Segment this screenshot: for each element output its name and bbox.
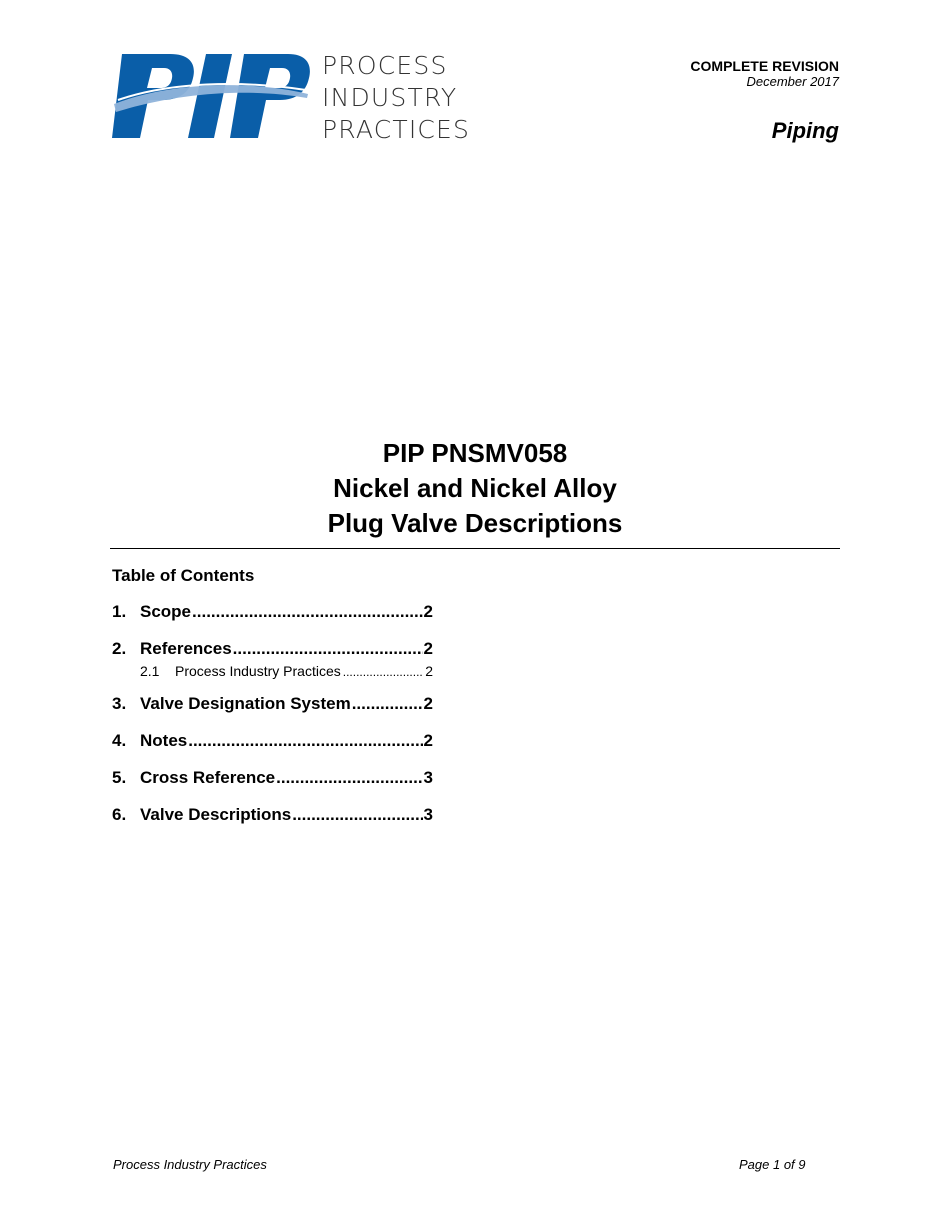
pip-logo-mark (110, 52, 310, 140)
toc-leader (276, 768, 422, 788)
footer-page-number: Page 1 of 9 (739, 1157, 806, 1172)
title-divider (110, 548, 840, 549)
toc-leader (192, 602, 423, 622)
toc-subitem-number: 2.1 (140, 663, 160, 679)
toc-item-scope[interactable] (112, 602, 433, 626)
table-of-contents (112, 602, 433, 829)
toc-item-label: References (140, 639, 232, 658)
toc-item-number: 1. (112, 602, 127, 621)
toc-item-page: 3 (423, 805, 433, 824)
document-title (110, 436, 840, 541)
logo-line-2: INDUSTRY (322, 83, 458, 112)
logo-wordmark (322, 50, 470, 146)
toc-item-notes[interactable] (112, 731, 433, 755)
toc-leader (233, 639, 423, 659)
toc-item-label: Cross Reference (140, 768, 276, 787)
logo-line-1: PROCESS (322, 51, 448, 80)
toc-item-number: 5. (112, 768, 127, 787)
toc-item-page: 2 (423, 731, 433, 750)
toc-item-label: Valve Descriptions (140, 805, 292, 824)
title-line-2: Nickel and Nickel Alloy (333, 473, 617, 503)
toc-leader (292, 805, 422, 825)
toc-item-valve-descriptions[interactable] (112, 805, 433, 829)
toc-item-valve-designation-system[interactable] (112, 694, 433, 718)
toc-item-page: 3 (423, 768, 433, 787)
revision-label: COMPLETE REVISION (690, 58, 839, 74)
toc-item-number: 4. (112, 731, 127, 750)
toc-leader (352, 694, 423, 714)
logo-line-3: PRACTICES (322, 115, 471, 144)
toc-item-page: 2 (423, 694, 433, 713)
toc-item-label: Scope (140, 602, 192, 621)
toc-item-references[interactable] (112, 639, 433, 663)
toc-item-number: 2. (112, 639, 127, 658)
toc-subitem-label: Process Industry Practices (175, 663, 341, 679)
footer-org: Process Industry Practices (113, 1157, 267, 1172)
toc-item-cross-reference[interactable] (112, 768, 433, 792)
toc-item-page: 2 (423, 602, 433, 621)
toc-item-label: Notes (140, 731, 188, 750)
section-name: Piping (771, 118, 839, 143)
toc-subitem-process-industry-practices[interactable] (112, 663, 433, 681)
revision-block (690, 58, 839, 90)
title-line-3: Plug Valve Descriptions (327, 508, 623, 538)
toc-item-number: 3. (112, 694, 127, 713)
revision-date: December 2017 (746, 74, 839, 89)
toc-item-page: 2 (423, 639, 433, 658)
toc-heading: Table of Contents (112, 566, 255, 585)
title-line-1: PIP PNSMV058 (382, 438, 568, 468)
toc-item-label: Valve Designation System (140, 694, 351, 713)
toc-leader (343, 665, 423, 679)
toc-subitem-page: 2 (425, 663, 433, 679)
toc-item-number: 6. (112, 805, 127, 824)
toc-leader (188, 731, 422, 751)
